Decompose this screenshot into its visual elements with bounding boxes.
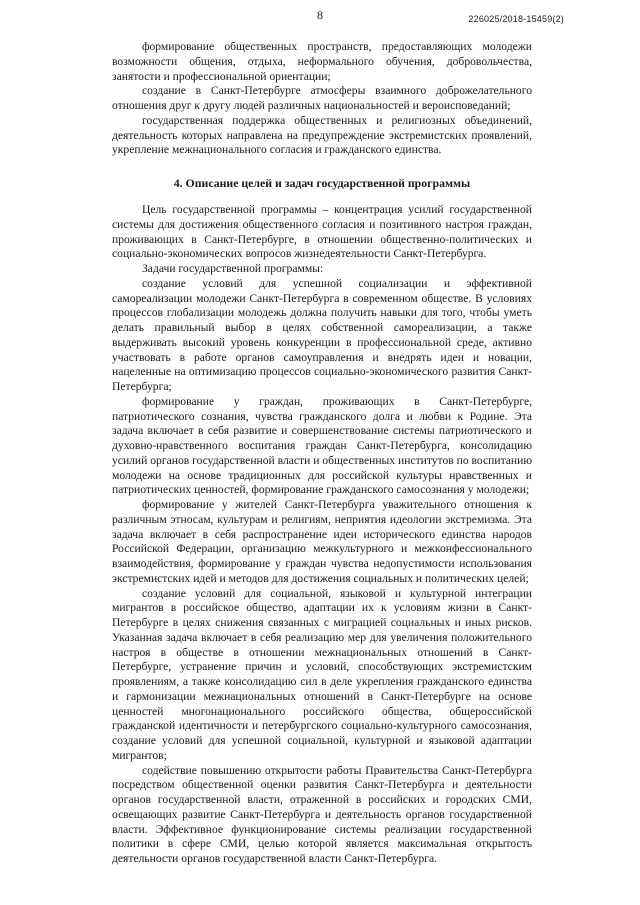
section-heading: 4. Описание целей и задач государственной программы (173, 176, 471, 190)
document-id: 226025/2018-15459(2) (468, 14, 564, 24)
intro-paragraph-3: государственная поддержка общественных и религиозных объединений, деятельность которых направлена на предупреждение экстремистских проявлений, укрепление межнационального согласия и гражданского единства. (112, 113, 532, 157)
tasks-label: Задачи государственной программы: (142, 262, 324, 275)
task-paragraph-2: формирование у граждан, проживающих в Санкт-Петербурге, патриотического сознания, чувства гражданского долга и любви к Родине. Эта задача включает в себя развитие и совершенствование системы патриотического и духовно-нравственного воспитания граждан Санкт-Петербурга, консолидацию усилий органов государственной власти и общественных институтов по воспитанию молодежи на основе традиционных для российской культуры нравственных и патриотических ценностей, формирование гражданского самосознания у молодежи; (112, 394, 533, 497)
task-paragraph-3: формирование у жителей Санкт-Петербурга уважительного отношения к различным этносам, культурам и религиям, неприятия идеологии экстремизма. Эта задача включает в себя распространение идеи исторического единства народов Российской Федерации, организацию межкультурного и межконфессионального взаимодействия, формирование у граждан чувства недопустимости использования экстремистских идей и методов для достижения социальных и политических целей; (112, 498, 532, 585)
intro-paragraph-1: формирование общественных пространств, предоставляющих молодежи возможности общения, отдыха, неформального обучения, добровольчества, занятости и профессиональной ориентации; (112, 40, 532, 83)
goal-paragraph: Цель государственной программы – концентрация усилий государственной системы для достижения общественного согласия и позитивного настроя граждан, проживающих в Санкт-Петербурге, в отношении общественно-политических и социально-экономических вопросов жизнедеятельности Санкт-Петербурга. (112, 203, 532, 261)
document-body (112, 40, 532, 867)
task-paragraph-1: создание условий для успешной социализации и эффективной самореализации молодежи Санкт-Петербурга в современном обществе. В условиях процессов глобализации молодежь должна получить навыки для того, чтобы уметь делать правильный выбор в целях собственной самореализации, а также выдерживать высокий уровень конкуренции в профессиональной среде, активно участвовать в работе органов самоуправления и внедрять идеи и новации, нацеленные на оптимизацию процессов социально-экономического развития Санкт-Петербурга; (112, 276, 532, 393)
intro-paragraph-2: создание в Санкт-Петербурге атмосферы взаимного доброжелательного отношения друг к другу людей различных национальностей и вероисповеданий; (112, 84, 532, 112)
page-number: 8 (317, 8, 323, 22)
task-paragraph-5: содействие повышению открытости работы Правительства Санкт-Петербурга посредством общественной оценки развития Санкт-Петербурга и деятельности органов государственной власти, отраженной в российских и городских СМИ, освещающих развитие Санкт-Петербурга и деятельность органов государственной власти. Эффективное функционирование системы реализации государственной политики в сфере СМИ, целью которой является максимальная открытость деятельности органов государственной власти Санкт-Петербурга. (112, 763, 532, 865)
task-paragraph-4: создание условий для социальной, языковой и культурной интеграции мигрантов в российское общество, адаптации их к условиям жизни в Санкт-Петербурге в целях снижения связанных с миграцией социальных и иных рисков. Указанная задача включает в себя реализацию мер для увеличения положительного настроя в обществе в отношении межнациональных отношений в Санкт-Петербурге, устранение причин и условий, способствующих экстремистским проявлениям, а также консолидацию сил в деле укрепления гражданского единства и гармонизации межнациональных отношений в Санкт-Петербурге на основе ценностей многонационального российского общества, общероссийской гражданской идентичности и петербургского социально-культурного самосознания, создание условий для успешной социальной, культурной и языковой адаптации мигрантов; (112, 586, 532, 762)
